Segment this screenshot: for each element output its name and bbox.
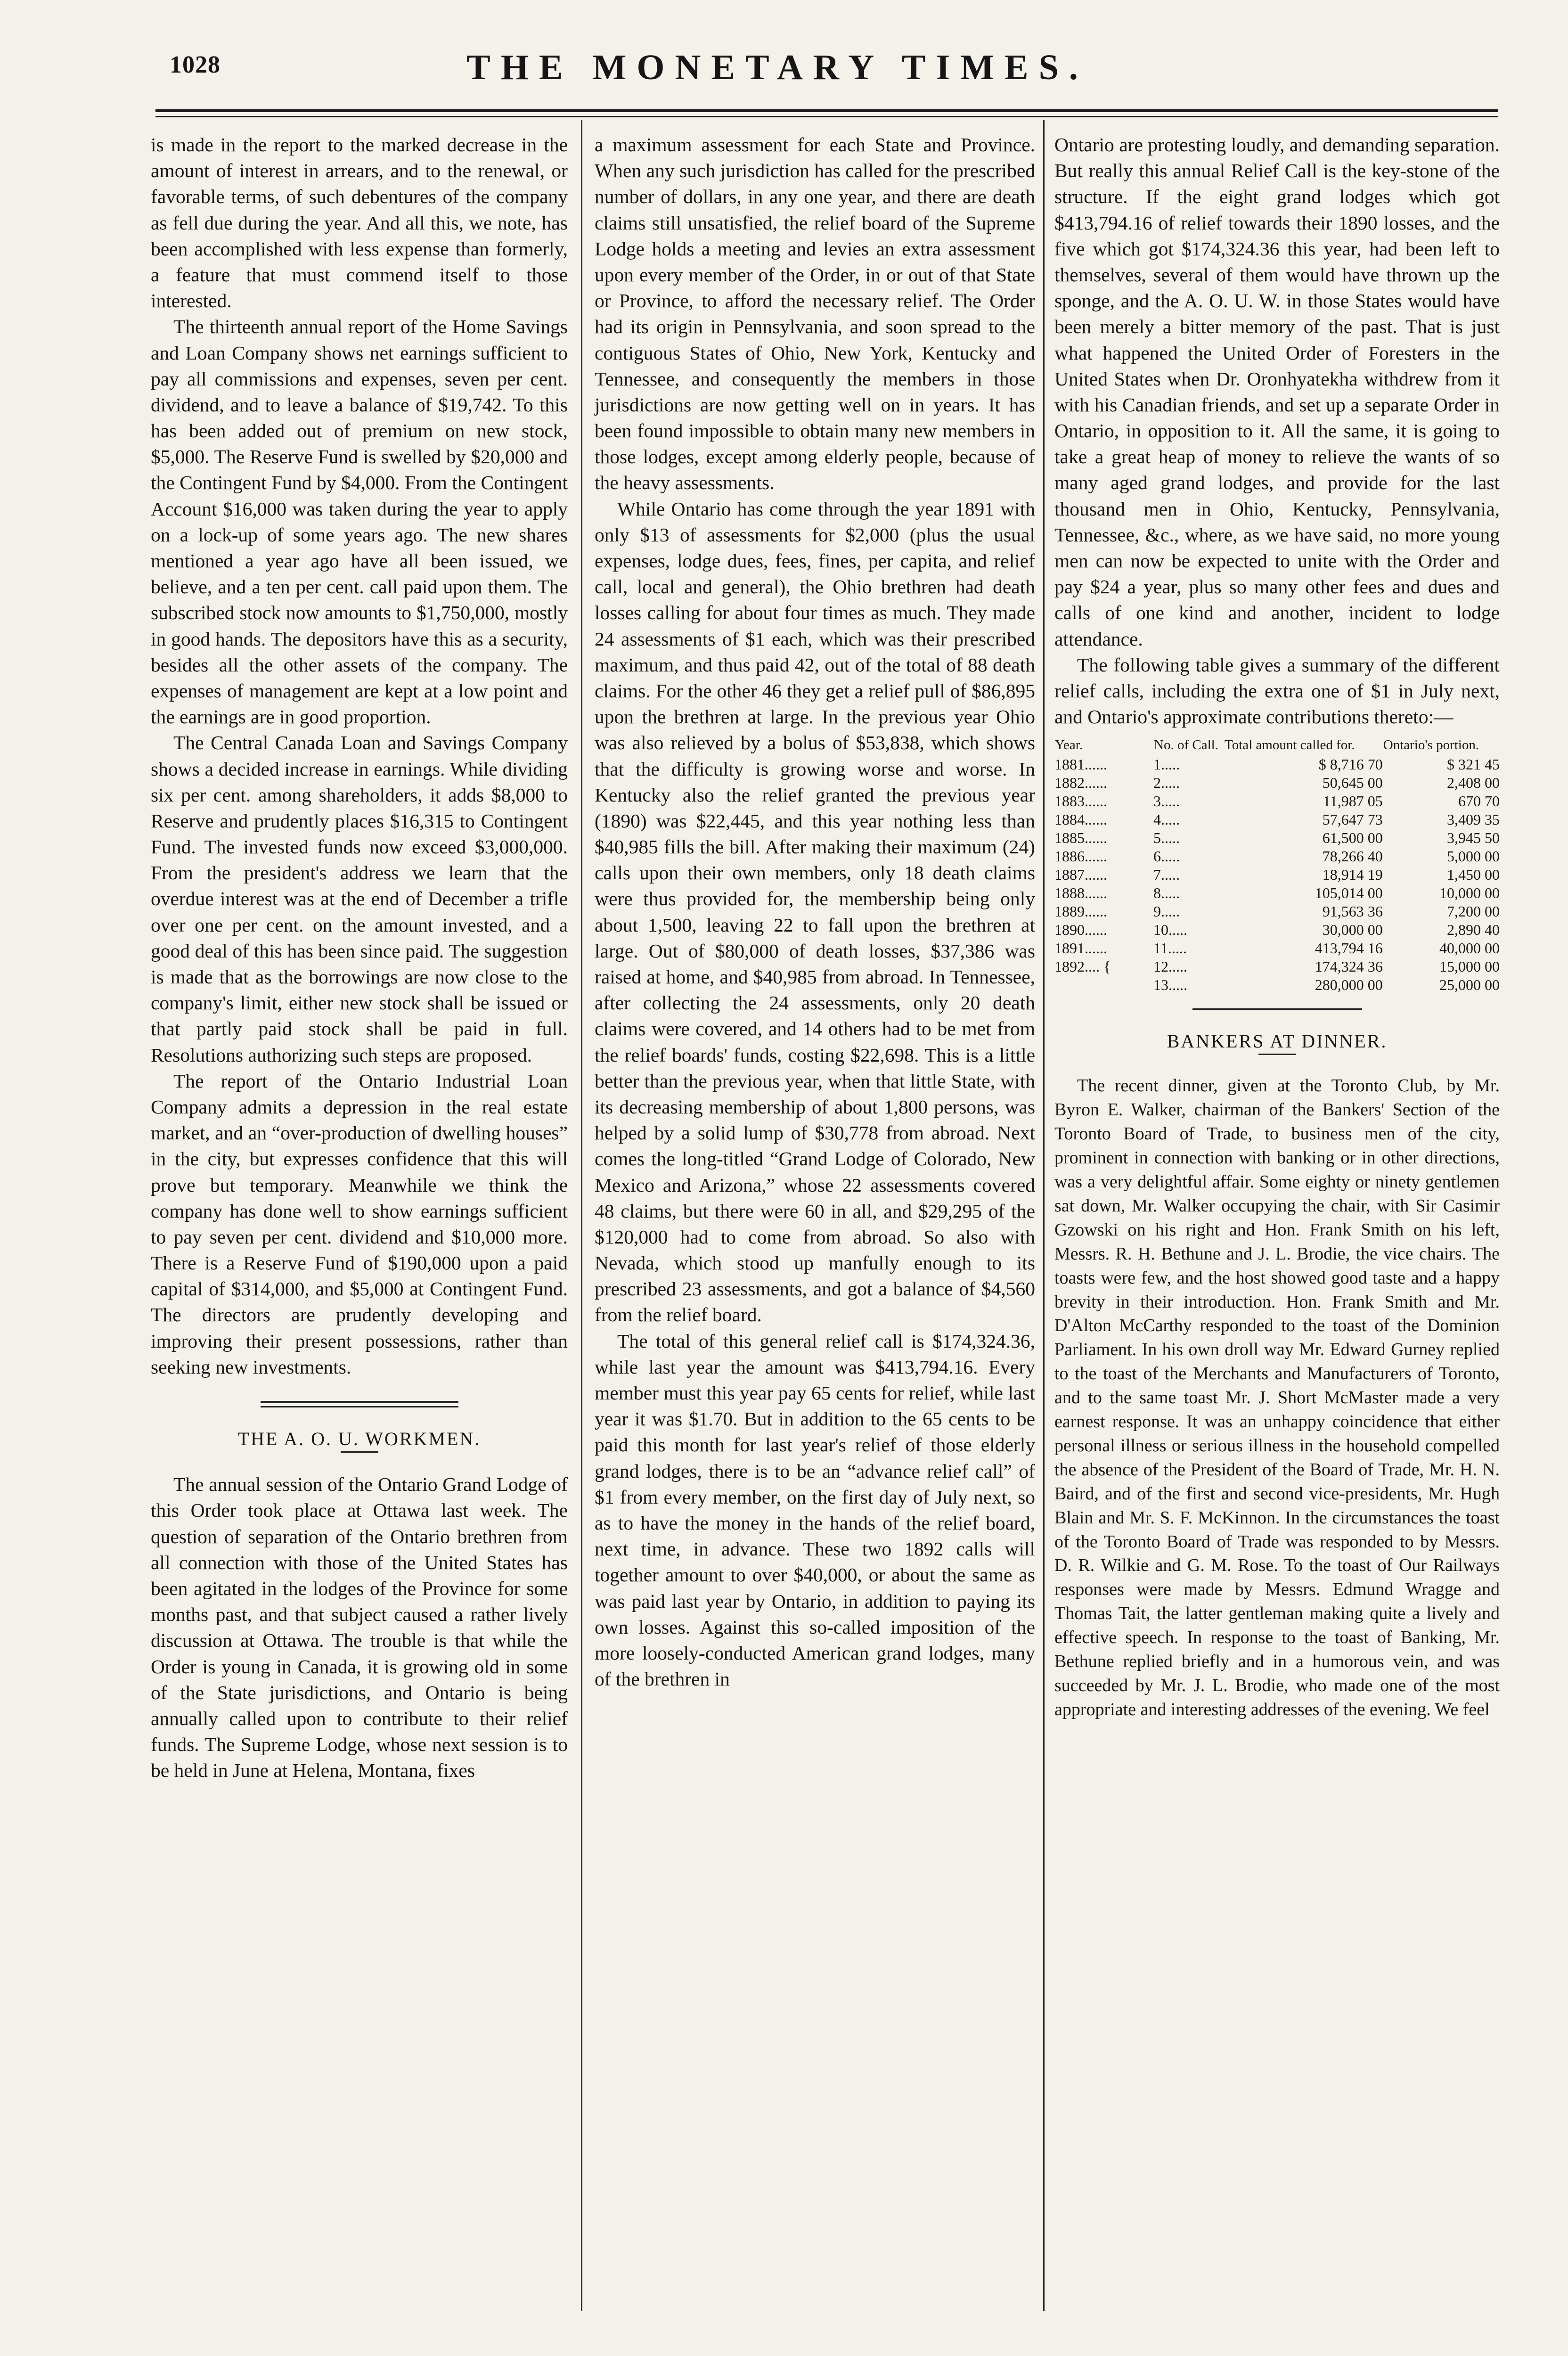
table-header-call: No. of Call.	[1154, 737, 1218, 753]
table-row	[1054, 976, 1500, 994]
table-cell-amount: 57,647 73	[1322, 810, 1383, 828]
table-header-year: Year.	[1055, 737, 1083, 753]
article-paragraph: The following table gives a summary of the different relief calls, including the extra one of $1 in July next, and Ontario's approximate contributions thereto:—	[1054, 654, 1500, 728]
table-cell-portion: 670 70	[1458, 792, 1500, 810]
table-cell-year: 1892.... {	[1054, 958, 1111, 975]
table-header-portion: Ontario's portion.	[1383, 737, 1479, 753]
table-row	[1054, 810, 1500, 829]
table-cell-year: 1883......	[1054, 792, 1107, 810]
table-row	[1054, 792, 1500, 810]
table-cell-amount: 91,563 36	[1322, 903, 1383, 920]
table-cell-portion: 5,000 00	[1447, 847, 1500, 865]
table-cell-year: 1890......	[1054, 921, 1107, 939]
section-heading: BANKERS AT DINNER.	[1167, 1031, 1388, 1052]
table-cell-amount: 11,987 05	[1323, 792, 1383, 810]
table-row	[1054, 939, 1500, 957]
table-cell-year	[1054, 976, 1153, 994]
table-cell-call: 13.....	[1153, 976, 1187, 994]
column-divider-1	[581, 120, 582, 2311]
table-cell-portion: 3,409 35	[1447, 810, 1500, 828]
table-cell-amount: 174,324 36	[1315, 958, 1383, 975]
table-cell-amount: 50,645 00	[1322, 774, 1383, 791]
header-rule-thin	[155, 116, 1498, 117]
table-cell-call: 10.....	[1153, 921, 1187, 939]
table-cell-call: 5.....	[1153, 829, 1180, 846]
table-cell-year: 1889......	[1054, 903, 1107, 920]
table-cell-call: 8.....	[1153, 884, 1180, 901]
article-paragraph: While Ontario has come through the year 1891 with only $13 of assessments for $2,000 (plus the usual expenses, lodge dues, fees, fines, per capita, and relief call, local and general), the Ohio brethren had death losses calling for about four times as much. They made 24 assessments of $1 each, which was their prescribed maximum, and thus paid 42, out of the total of 88 death claims. For the other 46 they get a relief pull of $86,895 upon the brethren at large. In the previous year Ohio was also relieved by a bolus of $53,838, which shows that the difficulty is growing worse and worse. In Kentucky also the relief granted the previous year (1890) was $22,445, and this year nothing less than $40,985 fills the bill. After making their maximum (24) calls upon their own members, only 18 death claims were thus provided for, the membership being only about 1,500, leaving 22 to fall upon the brethren at large. Out of $80,000 of death losses, $37,386 was raised at home, and $40,985 from abroad. In Tennessee, after collecting the 24 assessments, only 20 death claims were covered, and 14 others had to be met from the relief boards' funds, costing $22,698. This is a little better than the previous year, when that little State, with its decreasing membership of about 1,800 persons, was helped by a solid lump of $30,778 from abroad. Next comes the long-titled “Grand Lodge of Colorado, New Mexico and Arizona,” whose 22 assessments covered 48 claims, but there were 60 in all, and $29,295 of the $120,000 had to come from abroad. So also with Nevada, which stood up manfully enough to its prescribed 23 assessments, and got a balance of $4,560 from the relief board.	[595, 498, 1035, 1326]
table-cell-year: 1881......	[1054, 755, 1107, 773]
table-cell-portion: 10,000 00	[1439, 884, 1500, 901]
table-body	[1054, 755, 1500, 994]
table-cell-call: 4.....	[1153, 810, 1180, 828]
table-cell-call: 9.....	[1153, 903, 1180, 920]
table-row	[1054, 957, 1500, 976]
table-cell-amount: 413,794 16	[1315, 940, 1383, 957]
table-cell-portion: 2,890 40	[1447, 921, 1500, 939]
table-row	[1054, 921, 1500, 939]
table-cell-portion: 1,450 00	[1447, 866, 1500, 883]
table-row	[1054, 866, 1500, 884]
column-2	[595, 132, 1035, 1692]
table-cell-portion: $ 321 45	[1447, 755, 1500, 773]
table-cell-call: 1.....	[1153, 755, 1180, 773]
table-cell-portion: 7,200 00	[1447, 903, 1500, 920]
table-cell-call: 7.....	[1153, 866, 1180, 883]
table-cell-amount: 61,500 00	[1322, 829, 1383, 846]
column-1	[151, 132, 568, 1783]
table-cell-call: 11.....	[1153, 940, 1187, 957]
table-cell-portion: 25,000 00	[1439, 976, 1500, 994]
page-number: 1028	[170, 51, 220, 78]
article-paragraph: The thirteenth annual report of the Home Savings and Loan Company shows net earnings sufficient to pay all commissions and expenses, seven per cent. dividend, and to leave a balance of $19,742. To this has been added out of premium on new stock, $5,000. The Reserve Fund is swelled by $20,000 and the Contingent Fund by $4,000. From the Contingent Account $16,000 was taken during the year to apply on a lock-up of some years ago. The new shares mentioned a year ago have all been issued, we believe, and a ten per cent. call paid upon them. The subscribed stock now amounts to $1,750,000, mostly in good hands. The depositors have this as a security, besides all the other assets of the company. The expenses of management are kept at a low point and the earnings are in good proportion.	[151, 316, 568, 728]
table-cell-amount: $ 8,716 70	[1318, 755, 1383, 773]
header-rule	[155, 109, 1498, 112]
table-cell-year: 1882......	[1054, 774, 1107, 791]
article-paragraph: is made in the report to the marked decrease in the amount of interest in arrears, and to the renewal, or favorable terms, of such debentures of the company as fell due during the year. And all this, we note, has been accomplished with less expense than formerly, a feature that must commend itself to those interested.	[151, 134, 568, 312]
table-header-amount: Total amount called for.	[1225, 737, 1355, 753]
table-cell-portion: 3,945 50	[1447, 829, 1500, 846]
table-cell-year: 1886......	[1054, 847, 1107, 865]
heading-rule	[341, 1451, 378, 1453]
article-paragraph: The recent dinner, given at the Toronto Club, by Mr. Byron E. Walker, chairman of the Bankers' Section of the Toronto Board of Trade, to business men of the city, prominent in connection with banking or in other directions, was a very delightful affair. Some eighty or ninety gentlemen sat down, Mr. Walker occupying the chair, with Sir Casimir Gzowski on his right and Hon. Frank Smith on his left, Messrs. R. H. Bethune and J. L. Brodie, the vice chairs. The toasts were few, and the host showed good taste and a happy brevity in their introduction. Hon. Frank Smith and Mr. D'Alton McCarthy responded to the toast of the Dominion Parliament. In his own droll way Mr. Edward Gurney replied to the toast of the Merchants and Manufacturers of Toronto, and to the same toast Mr. J. Short McMaster made a very earnest response. It was an unhappy coincidence that either personal illness or serious illness in the household compelled the absence of the President of the Board of Trade, Mr. H. N. Baird, and of the first and second vice-presidents, Mr. Hugh Blain and Mr. S. F. McKinnon. In the circumstances the toast of the Toronto Board of Trade was responded to by Messrs. D. R. Wilkie and G. M. Rose. To the toast of Our Railways responses were made by Messrs. Edmund Wragge and Thomas Tait, the latter gentleman making quite a lively and effective speech. In response to the toast of Banking, Mr. Bethune replied briefly and in a humorous vein, and was succeeded by Mr. J. L. Brodie, who made one of the most appropriate and interesting addresses of the evening. We feel	[1054, 1076, 1500, 1719]
table-cell-amount: 78,266 40	[1322, 847, 1383, 865]
table-cell-call: 2.....	[1153, 774, 1180, 791]
table-row	[1054, 829, 1500, 847]
table-cell-amount: 105,014 00	[1315, 884, 1383, 901]
article-paragraph: a maximum assessment for each State and Province. When any such jurisdiction has called for the prescribed number of dollars, in any one year, and there are death claims still unsatisfied, the relief board of the Supreme Lodge holds a meeting and levies an extra assessment upon every member of the Order, in or out of that State or Province, to afford the necessary relief. The Order had its origin in Pennsylvania, and soon spread to the contiguous States of Ohio, New York, Kentucky and Tennessee, and consequently the members in those jurisdictions are now getting well on in years. It has been found impossible to obtain many new members in those lodges, except among elderly people, because of the heavy assessments.	[595, 134, 1035, 494]
table-cell-call: 6.....	[1153, 847, 1180, 865]
table-row	[1054, 847, 1500, 866]
column-divider-2	[1043, 120, 1045, 2311]
column-3	[1054, 132, 1500, 1722]
table-cell-portion: 15,000 00	[1439, 958, 1500, 975]
masthead-title: THE MONETARY TIMES.	[466, 48, 1088, 87]
article-paragraph: The report of the Ontario Industrial Loan Company admits a depression in the real estate market, and an “over-production of dwelling houses” in the city, but expresses confidence that this will prove but temporary. Meanwhile we think the company has done well to show earnings sufficient to pay seven per cent. dividend and $10,000 more. There is a Reserve Fund of $190,000 upon a paid capital of $314,000, and $5,000 at Contingent Fund. The directors are prudently developing and improving their present possessions, rather than seeking new investments.	[151, 1070, 568, 1378]
table-cell-year: 1891......	[1054, 940, 1107, 957]
section-divider	[1192, 1008, 1362, 1010]
table-cell-amount: 18,914 19	[1322, 866, 1383, 883]
article-paragraph: Ontario are protesting loudly, and demanding separation. But really this annual Relief Call is the key-stone of the structure. If the eight grand lodges which got $413,794.16 of relief towards their 1890 losses, and the five which got $174,324.36 this year, had been left to themselves, several of them would have thrown up the sponge, and the A. O. U. W. in those States would have been merely a bitter memory of the past. That is just what happened the United Order of Foresters in the United States when Dr. Oronhyatekha withdrew from it with his Canadian friends, and set up a separate Order in Ontario, in opposition to it. All the same, it is going to take a great heap of money to relieve the wants of so many aged grand lodges, and provide for the last thousand men in Ohio, Kentucky, Pennsylvania, Tennessee, &c., where, as we have said, no more young men can now be expected to unite with the Order and pay $24 a year, plus so many other fees and dues and calls of one kind and another, incident to lodge attendance.	[1054, 134, 1500, 650]
table-cell-portion: 40,000 00	[1439, 940, 1500, 957]
table-row	[1054, 755, 1500, 774]
table-row	[1054, 884, 1500, 902]
table-cell-call: 3.....	[1153, 792, 1180, 810]
table-row	[1054, 902, 1500, 921]
table-cell-amount: 30,000 00	[1322, 921, 1383, 939]
table-cell-year: 1888......	[1054, 884, 1107, 901]
heading-rule	[1258, 1054, 1296, 1055]
table-cell-year: 1884......	[1054, 810, 1107, 828]
article-paragraph: The Central Canada Loan and Savings Company shows a decided increase in earnings. While dividing six per cent. among shareholders, it adds $8,000 to Reserve and prudently places $16,315 to Contingent Fund. The invested funds now exceed $3,000,000. From the president's address we learn that the overdue interest was at the end of December a trifle over one per cent. on the amount invested, and a good deal of this has been since paid. The suggestion is made that as the borrowings are now close to the company's limit, either new stock shall be issued or that partly paid stock shall be paid in full. Resolutions authorizing such steps are proposed.	[151, 732, 568, 1066]
table-cell-amount: 280,000 00	[1315, 976, 1383, 994]
article-paragraph: The total of this general relief call is $174,324.36, while last year the amount was $413,794.16. Every member must this year pay 65 cents for relief, while last year it was $1.70. But in addition to the 65 cents to be paid this month for last year's relief of those elderly grand lodges, there is to be an “advance relief call” of $1 from every member, on the first day of July next, so as to have the money in the hands of the relief board, next time, in advance. These two 1892 calls will together amount to over $40,000, or about the same as was paid last year by Ontario, in addition to paying its own losses. Against this so-called imposition of the more loosely-conducted American grand lodges, many of the brethren in	[595, 1330, 1035, 1690]
table-cell-portion: 2,408 00	[1447, 774, 1500, 791]
table-cell-year: 1887......	[1054, 866, 1107, 883]
table-cell-year: 1885......	[1054, 829, 1107, 846]
table-cell-call: 12.....	[1153, 958, 1187, 975]
section-divider	[261, 1401, 458, 1407]
table-row	[1054, 774, 1500, 792]
section-heading: THE A. O. U. WORKMEN.	[237, 1428, 481, 1449]
article-paragraph: The annual session of the Ontario Grand Lodge of this Order took place at Ottawa last week. The question of separation of the Ontario brethren from all connection with those of the United States has been agitated in the lodges of the Province for some months past, and that subject caused a rather lively discussion at Ottawa. The trouble is that while the Order is young in Canada, it is growing old in some of the State jurisdictions, and Ontario is being annually called upon to contribute to their relief funds. The Supreme Lodge, whose next session is to be held in June at Helena, Montana, fixes	[151, 1473, 568, 1782]
relief-calls-table	[1054, 737, 1500, 994]
